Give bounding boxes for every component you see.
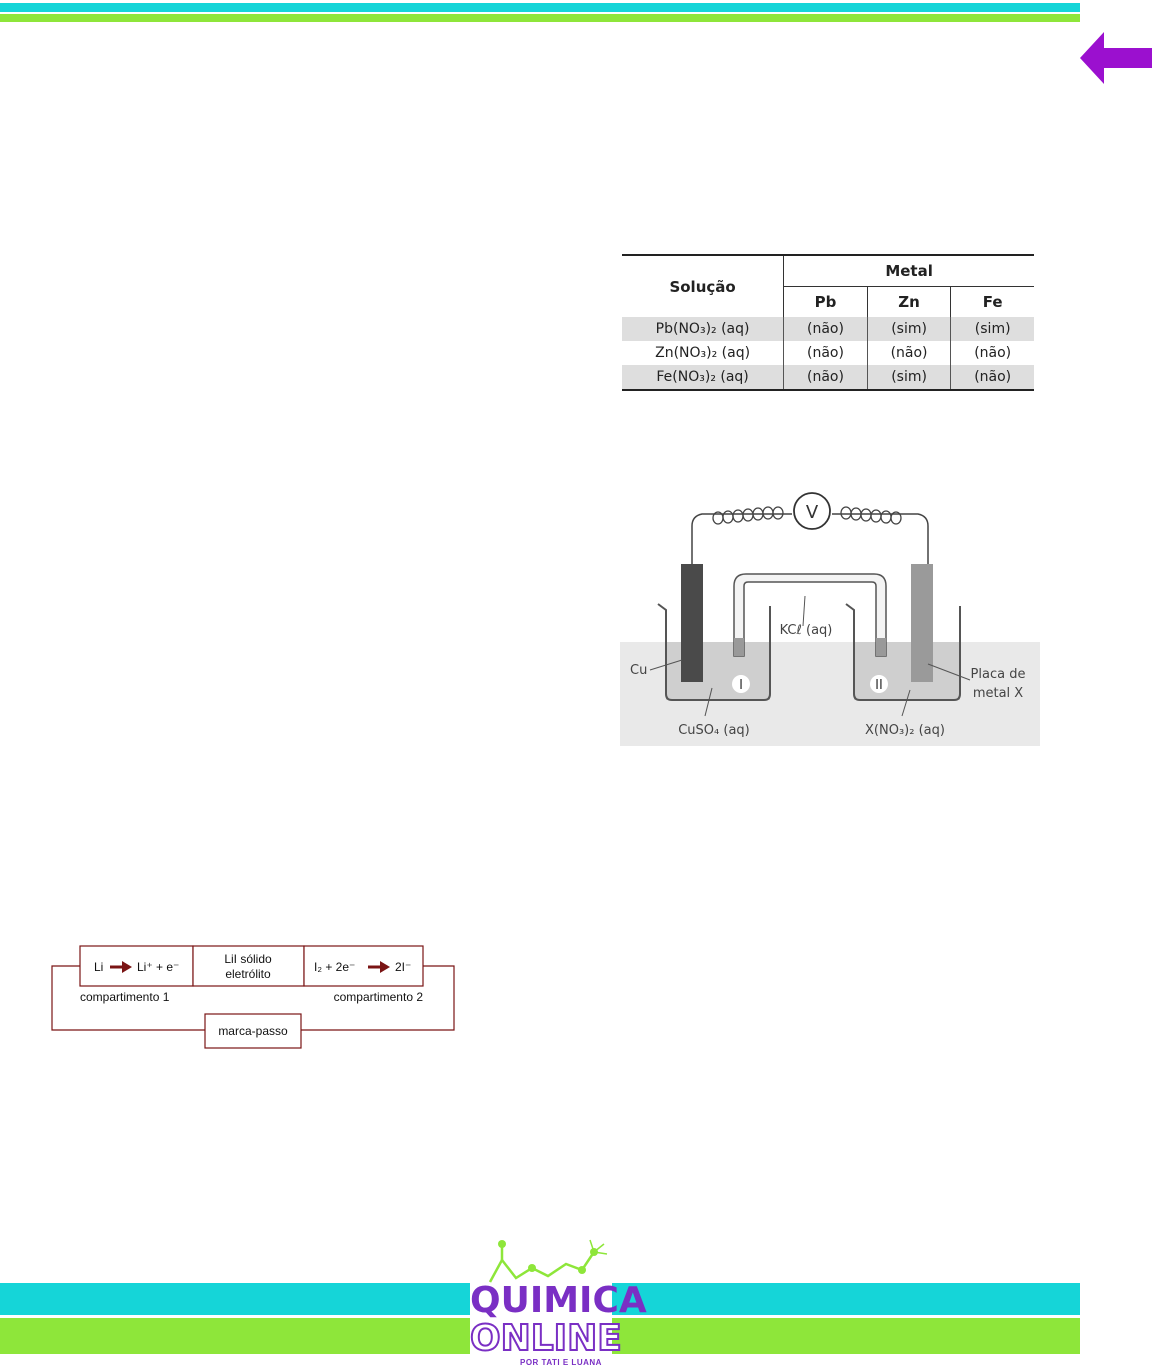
metal-reaction-table [622, 254, 1034, 391]
quimica-online-logo [470, 1238, 647, 1368]
value-cell: (não) [784, 341, 868, 365]
beaker-right-number: II [875, 678, 883, 693]
metal-header: Metal [784, 255, 1034, 287]
top-cyan-stripe [0, 3, 1080, 12]
electrolyte-line2: eletrólito [225, 967, 271, 981]
metal-col-header: Fe [951, 287, 1034, 318]
value-cell: (sim) [867, 317, 951, 341]
left-solution-label: CuSO₄ (aq) [678, 723, 750, 738]
logo-word-quimica: QUIMICA [470, 1280, 647, 1321]
beaker-left-number: I [739, 678, 743, 693]
table-row [622, 341, 1034, 365]
value-cell: (não) [867, 341, 951, 365]
reaction-2-product: 2I⁻ [395, 960, 412, 974]
metal-col-header: Pb [784, 287, 868, 318]
value-cell: (não) [951, 365, 1034, 390]
logo-byline: POR TATI E LUANA [520, 1358, 602, 1367]
metal-x-label-line2: metal X [972, 686, 1024, 701]
salt-bridge-label: KCℓ (aq) [779, 623, 833, 638]
solution-cell: Zn(NO₃)₂ (aq) [655, 345, 751, 361]
metal-col-header: Zn [867, 287, 951, 318]
pacemaker-battery-diagram [42, 936, 468, 1060]
reaction-1-reactant: Li [94, 960, 104, 974]
compartment-1-label: compartimento 1 [80, 990, 170, 1004]
value-cell: (não) [951, 341, 1034, 365]
pacemaker-label: marca-passo [218, 1024, 288, 1038]
solution-cell: Fe(NO₃)₂ (aq) [622, 365, 784, 390]
value-cell: (sim) [951, 317, 1034, 341]
left-arrow-icon[interactable] [1078, 30, 1152, 86]
table-row [622, 365, 1034, 390]
copper-electrode [681, 564, 703, 682]
molecule-icon [470, 1238, 612, 1284]
copper-label: Cu [630, 663, 648, 678]
reaction-1-products: Li⁺ + e⁻ [137, 960, 180, 974]
value-cell: (sim) [867, 365, 951, 390]
top-lime-stripe [0, 14, 1080, 22]
electrolyte-line1: LiI sólido [224, 952, 272, 966]
galvanic-cell-diagram [620, 486, 1040, 746]
solution-header: Solução [669, 277, 736, 296]
reaction-2-reactants: I₂ + 2e⁻ [314, 960, 356, 974]
table-row [622, 317, 1034, 341]
voltmeter-label: V [805, 502, 819, 523]
logo-word-online: ONLINE [470, 1318, 622, 1359]
right-solution-label: X(NO₃)₂ (aq) [865, 723, 945, 738]
solution-cell: Pb(NO₃)₂ (aq) [622, 317, 784, 341]
value-cell: (não) [784, 365, 868, 390]
metal-x-label-line1: Placa de [970, 667, 1026, 682]
compartment-2-label: compartimento 2 [333, 990, 423, 1004]
value-cell: (não) [784, 317, 868, 341]
